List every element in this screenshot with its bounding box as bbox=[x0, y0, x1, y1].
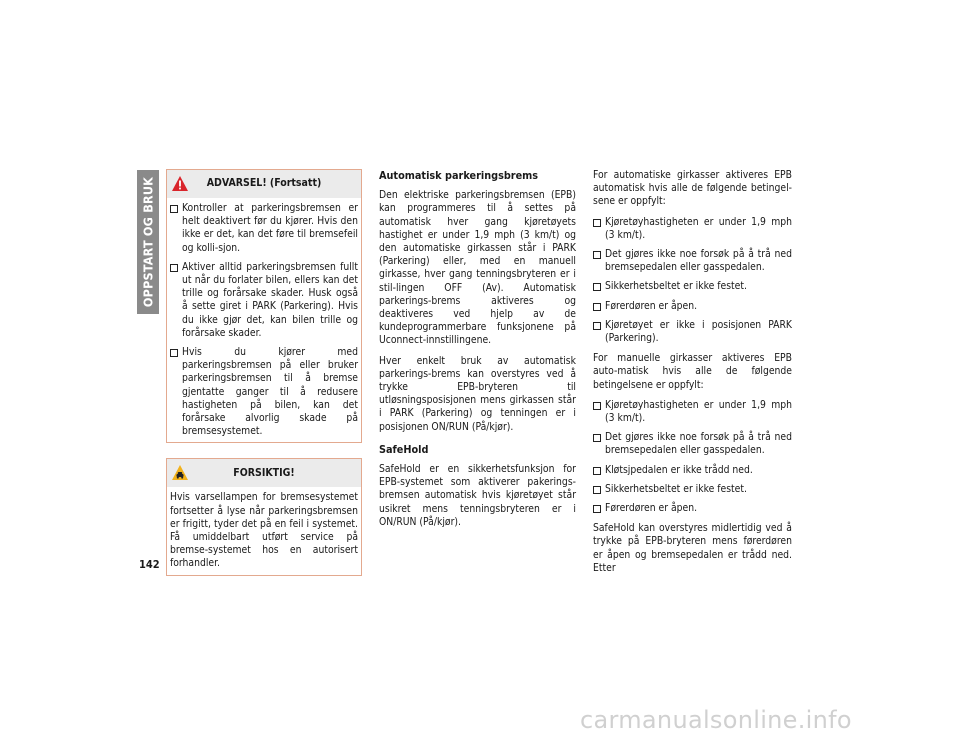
bullet-square-icon bbox=[593, 434, 601, 442]
section-title: OPPSTART OG BRUK bbox=[140, 176, 156, 308]
caution-car-icon bbox=[171, 464, 189, 481]
paragraph: SafeHold kan overstyres midlertidig ved å trykke på EPB-bryteren mens førerdøren er åpen og bremsepedalen er trådd ned. Etter bbox=[593, 522, 792, 574]
warning-title: ADVARSEL! (Fortsatt) bbox=[206, 177, 322, 190]
bullet-square-icon bbox=[593, 322, 601, 330]
list-item: Kjøretøyhastigheten er under 1,9 mph (3 km/t). bbox=[593, 399, 792, 425]
warning-icon bbox=[171, 175, 189, 192]
bullet-square-icon bbox=[593, 219, 601, 227]
page-number: 142 bbox=[139, 558, 160, 571]
heading-safehold: SafeHold bbox=[379, 442, 429, 456]
caution-title: FORSIKTIG! bbox=[233, 466, 295, 479]
watermark: carmanualsonline.info bbox=[580, 706, 852, 734]
bullet-square-icon bbox=[593, 467, 601, 475]
warning-box bbox=[166, 169, 362, 443]
paragraph: For automatiske girkasser aktiveres EPB automatisk hvis alle de følgende betingel-sene er oppfylt: bbox=[593, 169, 792, 208]
list-item: Det gjøres ikke noe forsøk på å trå ned bremsepedalen eller gasspedalen. bbox=[593, 248, 792, 274]
paragraph: For manuelle girkasser aktiveres EPB auto-matisk hvis alle de følgende betingelsene er oppfylt: bbox=[593, 352, 792, 391]
list-item: Hvis du kjører med parkeringsbremsen på eller bruker parkeringsbremsen til å bremse gjentatte ganger til å redusere hastigheten på bilen, kan det forårsake alvorlig skade på bremsesystemet. bbox=[170, 346, 358, 438]
paragraph: SafeHold er en sikkerhetsfunksjon for EPB-systemet som aktiverer pakerings-bremsen automatisk hvis kjøretøyet står usikret mens tenningsbryteren er i ON/RUN (På/kjør). bbox=[379, 463, 576, 528]
paragraph: Hver enkelt bruk av automatisk parkerings-brems kan overstyres ved å trykke EPB-bryteren til utløsningsposisjonen mens girkassen står i PARK (Parkering) og tenningen er i posisjonen ON/RUN (På/kjør). bbox=[379, 354, 576, 433]
list-item: Kjøretøyet er ikke i posisjonen PARK (Parkering). bbox=[593, 319, 792, 345]
list-item: Kontroller at parkeringsbremsen er helt deaktivert før du kjører. Hvis den ikke er det, kan det føre til bremsefeil og kolli-sjon. bbox=[170, 202, 358, 255]
bullet-square-icon bbox=[170, 349, 178, 357]
warning-body bbox=[167, 198, 361, 442]
caution-header bbox=[167, 459, 361, 487]
middle-column bbox=[379, 169, 576, 536]
list-item: Førerdøren er åpen. bbox=[593, 502, 792, 515]
left-column bbox=[166, 169, 362, 591]
bullet-square-icon bbox=[170, 205, 178, 213]
caution-text: Hvis varsellampen for bremsesystemet fortsetter å lyse når parkeringsbremsen er frigitt, tyder det på en feil i systemet. Få umiddelbart utført service på bremse-systemet hos en autorisert forhandler. bbox=[170, 491, 358, 570]
bullet-square-icon bbox=[593, 402, 601, 410]
caution-box bbox=[166, 458, 362, 575]
bullet-square-icon bbox=[593, 486, 601, 494]
bullet-square-icon bbox=[593, 303, 601, 311]
bullet-square-icon bbox=[593, 283, 601, 291]
list-item: Sikkerhetsbeltet er ikke festet. bbox=[593, 483, 792, 496]
right-column bbox=[593, 169, 792, 582]
bullet-square-icon bbox=[170, 264, 178, 272]
list-item: Kløtsjpedalen er ikke trådd ned. bbox=[593, 464, 792, 477]
list-item: Kjøretøyhastigheten er under 1,9 mph (3 km/t). bbox=[593, 216, 792, 242]
heading-auto-parking-brake: Automatisk parkeringsbrems bbox=[379, 169, 539, 182]
section-side-tab bbox=[137, 170, 159, 314]
bullet-square-icon bbox=[593, 505, 601, 513]
bullet-square-icon bbox=[593, 251, 601, 259]
list-item: Det gjøres ikke noe forsøk på å trå ned bremsepedalen eller gasspedalen. bbox=[593, 431, 792, 457]
paragraph: Den elektriske parkeringsbremsen (EPB) kan programmeres til å settes på automatisk hver gang kjøretøyets hastighet er under 1,9 mph (3 km/t) og den automatiske girkassen står i PARK (Parkering) eller, med en manuell girkasse, hver gang tenningsbryteren er i stil-lingen OFF (Av). Automatisk parkerings-brems aktiveres og deaktiveres ved hjelp av de kundeprogrammerbare funksjonene på Uconnect-innstillingene. bbox=[379, 189, 576, 347]
list-item: Sikkerhetsbeltet er ikke festet. bbox=[593, 280, 792, 293]
list-item: Aktiver alltid parkeringsbremsen fullt ut når du forlater bilen, ellers kan det trille og forårsake skader. Husk også å sette giret i PARK (Parkering). Hvis du ikke gjør det, kan bilen trille og forårsake skader. bbox=[170, 261, 358, 340]
list-item: Førerdøren er åpen. bbox=[593, 300, 792, 313]
warning-header bbox=[167, 170, 361, 198]
